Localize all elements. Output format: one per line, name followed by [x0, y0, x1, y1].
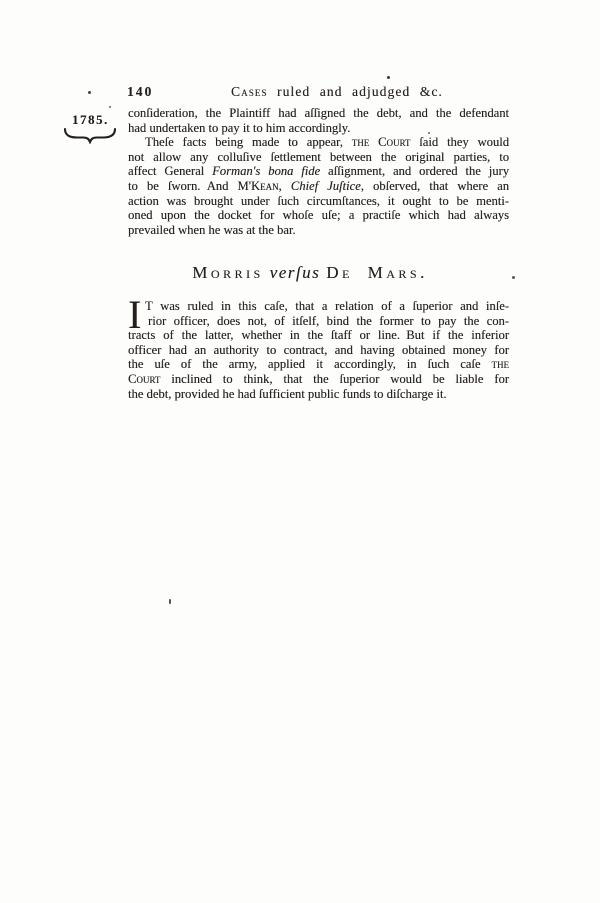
- text-line: [128, 314, 509, 329]
- text-segment: action was brought under ſuch circumſtances, it ought to be menti-: [128, 193, 509, 208]
- text-segment: to be ſworn. And: [128, 178, 238, 193]
- text-segment: ſaid they would: [410, 135, 509, 150]
- text-segment: inclined to think, that the ſuperior would be liable for: [160, 371, 509, 386]
- text-segment: T was ruled in this caſe, that a relation of a ſuperior and inſe-: [145, 299, 509, 313]
- case-party-1: Morris: [192, 263, 264, 282]
- running-header: [231, 84, 443, 100]
- text-segment: the debt, provided he had ſufficient public funds to diſcharge it.: [128, 386, 447, 401]
- text-line: [128, 223, 509, 238]
- ink-speck: [387, 76, 390, 79]
- text-line: [128, 372, 509, 387]
- margin-year: 1785.: [72, 112, 109, 127]
- text-line: [128, 164, 509, 179]
- text-segment: prevailed when he was at the bar.: [128, 222, 296, 237]
- case-party-2: De Mars.: [326, 263, 428, 282]
- text-segment: Chief Juſtice: [290, 178, 361, 193]
- text-segment: Forman's bona fide: [212, 164, 321, 179]
- body-text-block-2: [128, 292, 509, 401]
- page-number: 140: [127, 84, 154, 99]
- text-line: [128, 179, 509, 194]
- text-segment: oned upon the docket for whoſe uſe; a practiſe which had always: [128, 208, 509, 223]
- text-segment: had undertaken to pay it to him accordingly.: [128, 120, 351, 135]
- case-versus: verſus: [269, 263, 321, 282]
- text-segment: the uſe of the army, applied it accordingly, in ſuch caſe: [128, 357, 492, 372]
- year-brace-icon: [62, 127, 118, 149]
- text-segment: M'Kean: [237, 178, 279, 193]
- text-segment: the: [491, 357, 509, 372]
- text-line: [128, 343, 509, 358]
- text-segment: not allow any colluſive ſettlement between the original parties, to: [128, 149, 509, 164]
- text-segment: Theſe facts being made to appear,: [145, 135, 352, 150]
- text-line: [128, 357, 509, 372]
- drop-cap: I: [128, 292, 142, 337]
- ink-speck: [512, 276, 515, 279]
- text-line: [128, 194, 509, 209]
- text-segment: tracts of the latter, whether in the ſtaff or line. But if the inferior: [128, 328, 509, 343]
- running-header-rest: ruled and adjudged &c.: [267, 84, 443, 99]
- text-line: [128, 121, 509, 136]
- text-line: [128, 328, 509, 343]
- text-segment: conſideration, the Plaintiff had aſſigned the debt, and the defendant: [128, 106, 509, 120]
- ink-speck: [88, 91, 91, 94]
- body-text-block-1: [128, 106, 509, 237]
- text-segment: the Court: [351, 135, 411, 150]
- text-line: [128, 150, 509, 165]
- text-segment: aſſignment, and ordered the jury: [320, 164, 509, 179]
- text-segment: , obſerved, that where an: [360, 178, 510, 193]
- ink-speck: [109, 106, 111, 108]
- text-segment: officer had an authority to contract, and having obtained money for: [128, 342, 509, 357]
- running-header-lead: Cases: [231, 84, 268, 99]
- text-segment: rior officer, does not, of itſelf, bind the former to pay the con-: [148, 313, 509, 328]
- text-line: [128, 135, 509, 150]
- case-heading: [115, 263, 505, 283]
- text-line: [128, 208, 509, 223]
- text-line: [128, 387, 509, 402]
- text-segment: ,: [278, 178, 291, 193]
- ink-speck: [169, 599, 171, 604]
- text-segment: Court: [128, 371, 161, 386]
- text-segment: affect General: [128, 164, 213, 179]
- text-line: [128, 299, 509, 314]
- text-line: [128, 106, 509, 121]
